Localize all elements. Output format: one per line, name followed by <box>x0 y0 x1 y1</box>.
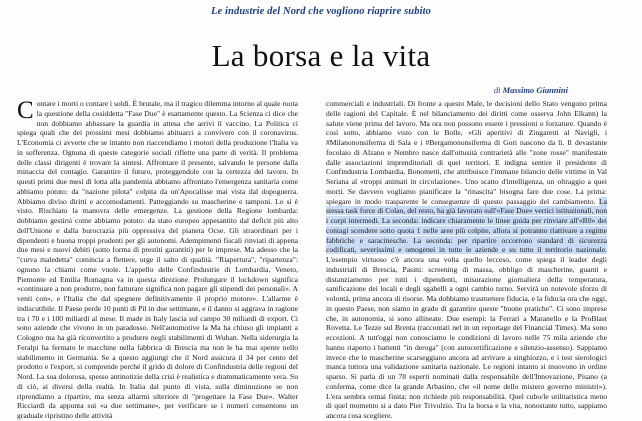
highlighted-text-selection[interactable]: La stessa task force di Colao, del resto, ha già lavorato sull'«Fase Due» vertici istituzionali, non i corpi intermedi. La seconda: indicare chiaramente le linee guida per rinviare all'«R0» dei contagi scendere sotto quota 1 nelle aree più colpite, allora si potranno riattivare a regime fabbriche e saracinesche. La seconda: per ripartire occorrono standard di sicurezza codificati, severissimi e omogenei in tutte le aziende e su tutto il territorio nazionale. <box>326 196 607 255</box>
right-column-text-end: L'esempio virtuoso c'è ancora una volta quello lecceso, come spiega il leader degli industriali di Brescia, Pasini: screening di massa, obbligo di mascherine, guanti e distanziamento per tutti i dipendenti, misurazione giornaliera della temperatura, sanificazione dei locali e degli sgabelli a ogni cambio turno. Servirà un notevole sforzo di volontà, prima ancora di risorse. Ma dobbiamo trasmettere fiducia, e la fiducia ora che oggi, in questo Paese, non siamo in grado di garantire queste "buone pratiche". Ci sono imprese che, in autonomia, si sono allineate. Due esempi: la Ferrari a Maranello e la ProBlast Rovetta. Le Tezze sul Brenta (raccontati nel in un reportage del Financial Times). Ma sono eccezioni. A tutt'oggi non conosciamo le condizioni di lavoro nelle 75 mila aziende che hanno riaperto i battenti "in deroga" (con autocertificazione e silenzio-assenso). Sappiamo invece che le mascherine scarseggiano ancora ad arrivare a singhiozzo, e i test sierologici manca tuttora una validazione sanitaria nazionale. Le regioni intanto si muovono in ordine sparso. Si parla di un 78 esperti nominati dalla responsabile dell'Innovazione, Pisano (a conferma, come dice la grande Arbasino, che «il nome dello mistero governo ministri»). L'era sembra ormai finita: non richiede più responsabilità. Quel cubo/le utilitaristica meno di quel momento si a dato Pier Trivulzio. Tra la borsa e la vita, nonostante tutto, sappiamo ancora cosa scegliere. <box>326 255 607 420</box>
drop-cap: C <box>17 97 34 124</box>
right-column-text-start: commerciali e industriali. Di fronte a questo Male, le decisioni dello Stato vengono prima delle ragioni del Capitale. È nel bilanciamento dei diritti come osserva John Elkann) la salute viene prima del lavoro. Ma ora non possono essere i pressioni o forzature. Quando è così sotto, abbiamo visto con le Bolle, «Gli aperitivi di Zingaretti al Navigli, i #Milanononsiferma di Sala e i #Bergamononsiferma di Gori nascono da lì. Il devastante focolaio di Alzano e Nembro nasce dall'ottusità contrarietà alle "zone rosse" manifestate dalle associazioni imprenditoriali di quei territori. E indigna sentire il presidente di Confindustria Lombardia, Bonometti, che attribuisce l'immane bilancio delle vittime in Val Seriana al «troppi animati in circolazione». Uno scatto d'intelligenza, un oltraggio a quei morti. Se davvero vogliamo pianificare la "rinascita" bisogna fare due cose. La prima: spiegare in modo trasparente le conseguenze di questo passaggio del cambiamento. <box>326 99 607 206</box>
left-column-text: ontare i morti o contare i soldi. È brutale, ma il tragico dilemma intorno al quale ruota la questione della cosiddetta "Fase Due" è esattamente questo. La Scienza ci dice che non dobbiamo abbassare la guardia in attesa che arrivi il vaccino. La Politica ci spiega quali che dei prossimi mesi dobbiamo abituarci a convivere con il coronavirus. L'Economia ci avverte che se intanto non riaccendiamo i motori della produzione l'Italia va in sofferenza. Ognuna di queste categorie sociali riflette una parte di verità. Il problema delle classi dirigenti è trovare la sintesi. Affrontare il presente, salvando le persone dalla minaccia del contagio. Garantire il futuro, proteggendole con la certezza del lavoro. In questi primi due mesi di lotta alla pandemia abbiamo affrontato l'emergenza sanitaria come abbiamo potuto: da "nazione pilota" colpita da un'Apocalisse mai vista dal dopoguerra. Abbiamo diviso diritti e accomodamenti. Patteggiando su mascherine e tamponi. Lo si è visto. Rischiato la manovra delle emergenze. La gestione della Regione lombarda: dobbiamo gestirsi come abbiamo potuto: da stato europeo appesantito dal deficit più alto dell'Unione e dalla burocrazia più oppressiva del pianeta Ocse. Gli straordinari per i dipendenti e buona troppi prudenti per gli autonomi. Adempimenti fiscali rinviati di appena due mesi e nuovi debiti (sotto forma di prestiti garantiti) per le imprese. Ma adesso che la "curva maledetta" comincia a flettere, urge il salto di qualità. "Riapertura", "ripartenza": ognuno la chiami come vuole. L'appello delle Confindustrie di Lombardia, Veneto, Piemonte ed Emilia Romagna va in questa direzione. Prolungare il lockdown significa «continuare a non produrre, non fatturare significa non pagare gli stipendi dei personali». A venti con», e l'Italia che dal spegnere definitivamente il proprio motore». L'allarme è indiscutibile. Il Paese perde 10 punti di Pil in due settimane, e il danno si aggrava in ragione tra i 70 e i 100 miliardi al mese. Il made in Italy lascia sul campo 30 miliardi di export. Ci sono aziende che vivono in un paradosso. Nell'automotive la Ma ha chiuso gli impianti a Cologno ma ha già riconvertito a produrre negli stabilimenti di Wuhan. Nella siderurgia la Feralpi ha fermato le macchine nella fabbrica di Brescia ma non le ha mai spente nello stabilimento in Germania. Se a questo aggiungi che il Nord assicura il 34 per cento del prodotto e l'export, si comprende perché il grido di dolore di Confindustria delle regioni del Nord. La sua dolorosa, spesso antinotizie della crisi è realistica e drammaticamente vera. Su di ciò, ai diversi della realtà. In Italia dal punto di vista, sulla diminuzione se non riprendiamo a ripartire, ma senza allarmi ulteriore di "progettare la Fase Due». Walter Ricciardi da appunta sui «a due settimane», per verificare se i numeri consentono un graduale ripristino delle attività <box>17 99 298 420</box>
article-byline <box>494 85 568 95</box>
byline-prefix: di <box>493 85 501 95</box>
author-name: Massimo Giannini <box>502 85 568 95</box>
article-body-paragraph <box>326 99 607 421</box>
article-body-paragraph <box>17 99 298 421</box>
article-kicker: Le industrie del Nord che vogliono riaprire subito <box>211 6 431 17</box>
article-headline: La borsa e la vita <box>211 38 431 73</box>
article-column-right <box>326 99 607 421</box>
article-column-left <box>17 99 298 421</box>
